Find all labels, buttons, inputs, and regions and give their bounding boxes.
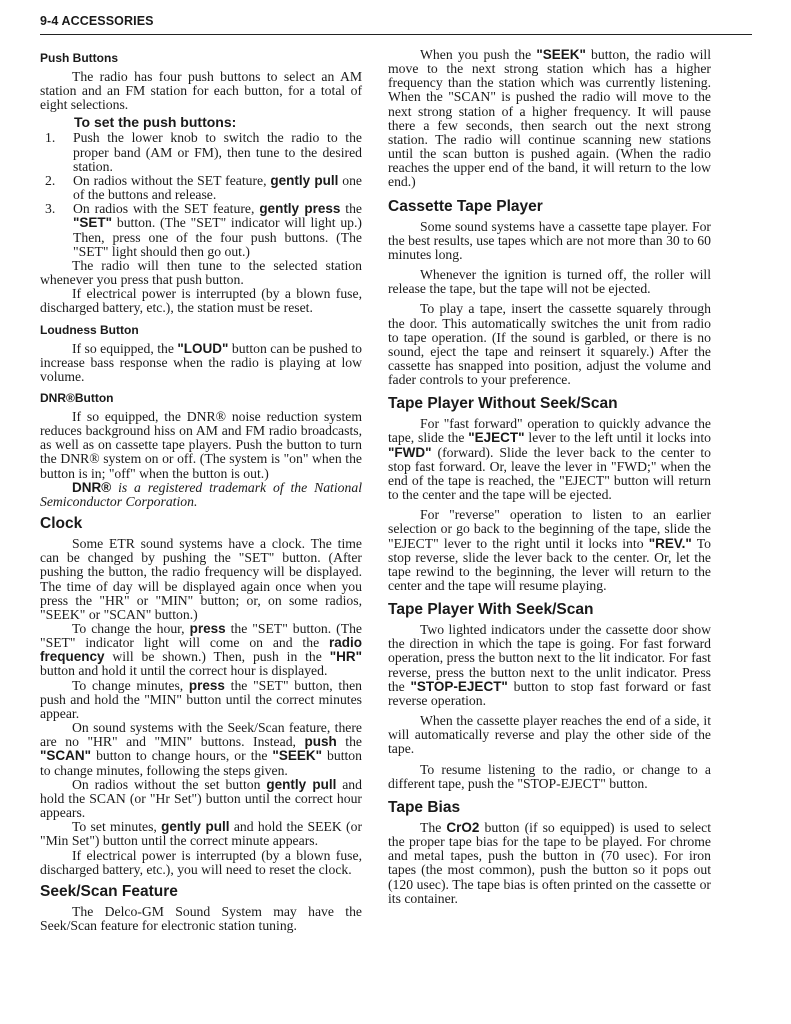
- with-seek-p1-text-a: Two lighted indicators under the cassette door show the direction in which the tape is going. For fast forward operation, press the button next to the lit indicator. For fast reverse, press the button next to the unlit indicator. Press the: [388, 622, 711, 694]
- page-header-title: 9-4 ACCESSORIES: [40, 14, 154, 28]
- tape-with-seek-paragraph-3: To resume listening to the radio, or change to a different tape, push the "STOP-EJECT" button.: [388, 761, 711, 791]
- with-seek-p1-bold-stop-eject: "STOP-EJECT": [410, 678, 508, 694]
- step-2-bold: gently pull: [270, 172, 339, 188]
- set-push-buttons-subheading: To set the push buttons:: [74, 114, 237, 131]
- tape-bias-heading: Tape Bias: [388, 798, 461, 816]
- clock-p4-text-c: the: [336, 734, 362, 750]
- push-buttons-intro: The radio has four push buttons to select an AM station and an FM station for each button, for a total of eight selections.: [40, 69, 362, 113]
- clock-p4-text-e: button to change minutes, following the steps given.: [40, 748, 362, 778]
- loudness-bold: "LOUD": [177, 340, 229, 356]
- clock-p2-bold-hr: "HR": [329, 649, 362, 665]
- push-buttons-power-paragraph: If electrical power is interrupted (by a blown fuse, discharged battery, etc.), the station must be reset.: [40, 286, 362, 316]
- step-1-text: Push the lower knob to switch the radio to the proper band (AM or FM), then tune to the desired station.: [73, 130, 362, 174]
- no-seek-p2-text-a: For "reverse" operation to listen to an earlier selection or go back to the beginning of the tape, slide the "EJECT" lever to the right until it locks into: [388, 507, 711, 551]
- no-seek-p1-bold-fwd: "FWD": [388, 444, 432, 460]
- no-seek-p1-text-d: (forward). Slide the lever back to the center to stop fast forward. Or, leave the lever in "FWD;" when the end of the tape is reached, the "EJECT" button will return to the center and the tape will be ejected.: [388, 444, 711, 503]
- clock-paragraph-1: Some ETR sound systems have a clock. The time can be changed by pushing the "SET" button. (After pushing the button, the radio frequency will be displayed. The time of day will be displayed again once when you press the "HR" or "MIN" button; or, on some radios, "SEEK" or "SCAN" button.): [40, 536, 362, 622]
- clock-p4-bold-scan: "SCAN": [40, 748, 92, 764]
- no-seek-p2-bold-rev: "REV.": [648, 535, 692, 551]
- step-3-bold: gently press: [259, 201, 341, 217]
- step-2-text: On radios without the SET feature,: [73, 172, 271, 188]
- cassette-paragraph-2: Whenever the ignition is turned off, the roller will release the tape, but the tape will not be ejected.: [388, 267, 711, 297]
- step-3: [40, 202, 362, 259]
- no-seek-p2-text-c: To stop reverse, slide the lever back to the center. Or, let the tape rewind to the beginning, the lever will return to the center and the tape will resume playing.: [388, 535, 711, 593]
- step-1-number: 1.: [45, 130, 56, 146]
- clock-p2-bold-press: press: [189, 621, 226, 636]
- step-3-bold-set: "SET": [73, 215, 113, 231]
- step-3-number: 3.: [45, 201, 56, 217]
- clock-p3-text-a: To change minutes,: [72, 677, 189, 693]
- clock-paragraph-7: If electrical power is interrupted (by a blown fuse, discharged battery, etc.), you will need to reset the clock.: [40, 847, 362, 877]
- tape-without-seek-paragraph-1: [388, 417, 711, 502]
- loudness-text: If so equipped, the: [72, 340, 178, 356]
- step-2: [40, 174, 362, 202]
- push-buttons-tune-paragraph: The radio will then tune to the selected station whenever you press that push button.: [40, 257, 362, 288]
- clock-p6-bold-gently-pull: gently pull: [161, 819, 230, 835]
- with-seek-p1-text-c: button to stop fast forward or fast reverse operation.: [388, 678, 711, 708]
- no-seek-p1-text-c: lever to the left until it locks into: [524, 430, 711, 446]
- clock-p4-text-a: On sound systems with the Seek/Scan feature, there are no "HR" and "MIN" buttons. Instead,: [40, 720, 362, 750]
- clock-paragraph-3: [40, 679, 362, 721]
- clock-p3-bold-press: press: [188, 677, 225, 693]
- seek-text-a: When you push the: [420, 47, 537, 62]
- clock-p2-text-d: will be shown.) Then, push in the: [104, 649, 330, 665]
- clock-p4-bold-seek: "SEEK": [272, 748, 322, 764]
- dnr-trademark-text: is a registered trademark of the National Semiconductor Corporation.: [40, 479, 362, 509]
- step-3-text: On radios with the SET feature,: [73, 201, 260, 217]
- bias-text-a: The: [420, 819, 447, 835]
- loudness-heading: Loudness Button: [40, 322, 139, 337]
- clock-p4-bold-push: push: [304, 734, 337, 750]
- dnr-paragraph: If so equipped, the DNR® noise reduction system reduces background hiss on AM and FM radio broadcasts, as well as on cassette tape players. Push the button to turn the DNR® system on or off. (The system is "on" when the button is in; "off" when the button is out.): [40, 408, 362, 481]
- step-3-text-end: button. (The "SET" indicator will light up.) Then, press one of the four push buttons. (The "SET" light should then go out.): [73, 215, 362, 259]
- clock-p2-text-c: the "SET" button. (The "SET" indicator light will come on and the: [40, 621, 362, 651]
- seek-scan-heading: Seek/Scan Feature: [40, 882, 178, 900]
- page-header: [40, 14, 752, 28]
- clock-p2-text-e: button and hold it until the correct hour is displayed.: [40, 663, 328, 679]
- tape-without-seek-paragraph-2: [388, 508, 711, 593]
- push-buttons-heading: Push Buttons: [40, 51, 118, 65]
- step-2-text-end: one of the buttons and release.: [73, 172, 363, 203]
- clock-p5-text-c: and hold the SCAN (or "Hr Set") button until the correct hour appears.: [40, 776, 362, 821]
- no-seek-p1-bold-eject: "EJECT": [468, 430, 525, 446]
- cassette-heading: Cassette Tape Player: [388, 197, 543, 215]
- clock-paragraph-2: [40, 622, 362, 679]
- clock-p2-text-a: To change the hour,: [72, 621, 190, 636]
- step-2-number: 2.: [45, 172, 56, 188]
- clock-paragraph-6: [40, 820, 362, 848]
- tape-bias-paragraph: [388, 821, 711, 906]
- seek-scan-continued-paragraph: [388, 48, 711, 190]
- clock-p3-text-c: the "SET" button, then push and hold the "MIN" button until the correct minutes appear.: [40, 677, 362, 721]
- bias-bold-cro2: CrO2: [446, 819, 480, 835]
- tape-with-seek-paragraph-1: [388, 623, 711, 708]
- seek-text-c: button, the radio will move to the next strong station which has a higher frequency than the station which was currently listening. When the "SCAN" is pushed the radio will move to the next strong station of a higher frequency. It will pause there a few seconds, then search out the next strong station. The radio will continue scanning new stations until the scan button is pushed again. (When the radio reaches the upper end of the band, it will return to the low end.): [388, 47, 712, 190]
- cassette-paragraph-1: Some sound systems have a cassette tape player. For the best results, use tapes which are not more than 30 to 60 minutes long.: [388, 218, 711, 262]
- clock-heading: Clock: [40, 515, 83, 533]
- no-seek-p1-text-a: For "fast forward" operation to quickly advance the tape, slide the: [388, 416, 711, 446]
- step-1: [40, 131, 362, 173]
- tape-with-seek-heading: Tape Player With Seek/Scan: [388, 601, 594, 619]
- clock-p5-bold-gently-pull: gently pull: [266, 776, 337, 792]
- dnr-heading: DNR®Button: [40, 390, 114, 405]
- bias-text-c: button (if so equipped) is used to select the proper tape bias for the tape to be played. For chrome and metal tapes, push the button in (70 usec). For iron tapes (the most common), push the button so it pops out (120 usec). The tape bias is often printed on the cassette or its container.: [388, 819, 712, 906]
- right-column: [388, 48, 711, 906]
- tape-without-seek-heading: Tape Player Without Seek/Scan: [388, 395, 618, 413]
- clock-paragraph-4: [40, 721, 362, 778]
- clock-p4-text-d: button to change hours, or the: [91, 748, 273, 764]
- clock-p6-text-c: and hold the SEEK (or "Min Set") button until the correct minute appears.: [40, 819, 363, 849]
- dnr-trademark-bold: DNR®: [72, 479, 112, 495]
- seek-scan-paragraph: The Delco-GM Sound System may have the Seek/Scan feature for electronic station tuning.: [40, 903, 362, 933]
- loudness-text-end: button can be pushed to increase bass response when the radio is playing at low volume.: [40, 340, 362, 384]
- clock-p5-text-a: On radios without the set button: [72, 776, 267, 792]
- step-3-text-mid: the: [340, 201, 363, 217]
- clock-paragraph-5: [40, 778, 362, 820]
- clock-p6-text-a: To set minutes,: [72, 819, 162, 835]
- dnr-trademark-note: [40, 481, 362, 509]
- clock-p2-bold-frequency: radio frequency: [40, 635, 362, 665]
- loudness-paragraph: [40, 342, 362, 384]
- tape-with-seek-paragraph-2: When the cassette player reaches the end of a side, it will automatically reverse and play the other side of the tape.: [388, 713, 711, 757]
- seek-bold-seek: "SEEK": [536, 47, 586, 62]
- cassette-paragraph-3: To play a tape, insert the cassette squarely through the door. This automatically switches the unit from radio to tape operation. (If the sound is garbled, or there is no sound, eject the tape and reinsert it squarely.) After the cassette has snapped into position, adjust the volume and fader controls to your preference.: [388, 301, 711, 388]
- push-button-steps: [40, 131, 362, 258]
- left-column: [40, 48, 362, 933]
- header-rule: [40, 34, 752, 35]
